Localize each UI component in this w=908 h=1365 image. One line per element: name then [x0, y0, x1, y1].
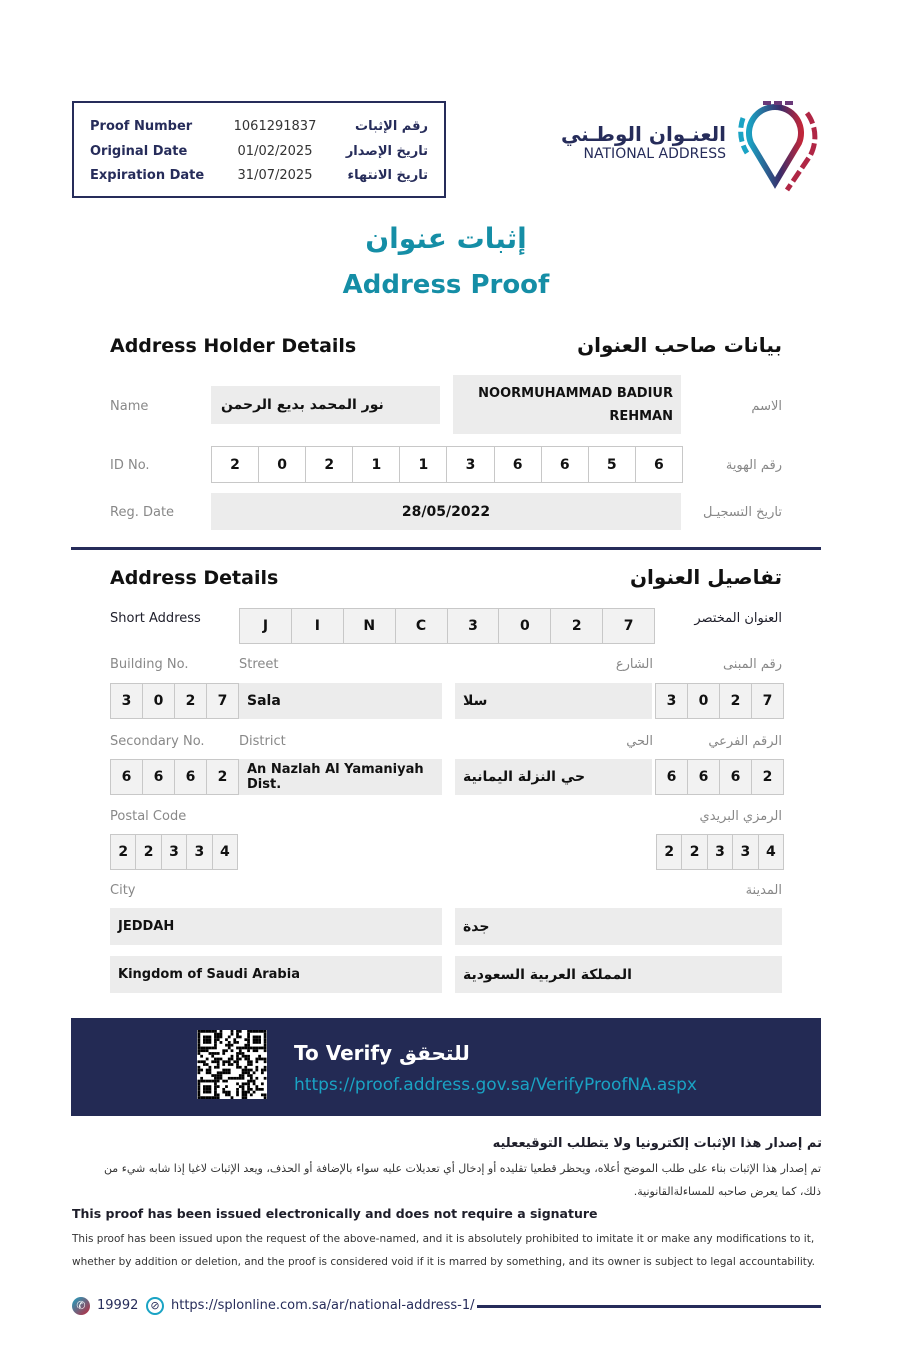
digit-cell: 6	[494, 446, 542, 483]
digit-cell: 2	[174, 683, 207, 719]
digit-cell: 7	[602, 608, 655, 644]
label-ar: تاريخ الانتهاء	[347, 167, 428, 183]
digit-cell: 3	[655, 683, 688, 719]
proof-info-box	[72, 101, 446, 198]
title-arabic: إثبات عنوان	[365, 222, 527, 255]
notice-body-ar: تم إصدار هذا الإثبات بناء على طلب الموضح أعلاه، ويحظر قطعيا تقليده أو إدخال أي تعديلات عليه سواء بالإضافة أو الحذف، ويعد الإثبات لاغيا إذا شابه شيء من ذلك، كما يعرض صاحبه للمساءلةالقانونية.	[103, 1162, 821, 1198]
digit-cell: 0	[687, 683, 720, 719]
digit-cell: 7	[751, 683, 784, 719]
country-en-field	[110, 956, 442, 993]
digit-cell: 3	[732, 834, 758, 870]
name-en: NOORMUHAMMAD BADIUR REHMAN	[478, 385, 673, 424]
notice-title-ar: تم إصدار هذا الإثبات إلكترونيا ولا يتطلب التوقيععليه	[492, 1136, 822, 1151]
label-ar: رقم الإثبات	[355, 118, 428, 134]
footer-line	[477, 1305, 821, 1308]
secondary-cells-ar	[655, 759, 783, 795]
web-icon: ⊘	[146, 1297, 164, 1315]
secondary-cells	[110, 759, 238, 795]
label-ar: تاريخ الإصدار	[345, 143, 428, 159]
building-label: Building No.	[110, 657, 189, 672]
digit-cell: 5	[588, 446, 636, 483]
original-date: 01/02/2025	[237, 143, 313, 159]
proof-number-row	[90, 116, 428, 136]
verify-banner	[71, 1018, 821, 1116]
footer-link[interactable]: https://splonline.com.sa/ar/national-address-1/	[171, 1298, 475, 1313]
digit-cell: 2	[656, 834, 682, 870]
reg-date-label-ar: تاريخ التسجيـل	[702, 505, 782, 520]
name-ar: نور المحمد بديع الرحمن	[221, 397, 384, 413]
label: Expiration Date	[90, 167, 205, 183]
country-en: Kingdom of Saudi Arabia	[118, 967, 300, 982]
digit-cell: 2	[550, 608, 603, 644]
digit-cell: 0	[258, 446, 306, 483]
district-en: An Nazlah Al Yamaniyah Dist.	[247, 762, 424, 792]
street-en-field	[239, 683, 442, 719]
digit-cell: 3	[161, 834, 187, 870]
digit-cell: 6	[174, 759, 207, 795]
digit-cell: 6	[687, 759, 720, 795]
street-label-ar: الشارع	[615, 657, 653, 672]
name-label-ar: الاسم	[751, 399, 782, 414]
section-title: Address Details	[110, 567, 279, 589]
title-english: Address Proof	[342, 270, 550, 300]
postal-cells	[110, 834, 237, 870]
location-pin-logo-icon	[735, 98, 825, 193]
city-label-ar: المدينة	[745, 883, 782, 898]
postal-label: Postal Code	[110, 809, 187, 824]
logo	[560, 122, 726, 162]
digit-cell: 0	[142, 683, 175, 719]
id-label-ar: رقم الهوية	[725, 458, 782, 473]
logo-text-en: NATIONAL ADDRESS	[583, 146, 726, 162]
digit-cell: 2	[305, 446, 353, 483]
digit-cell: 2	[751, 759, 784, 795]
reg-date-label: Reg. Date	[110, 505, 175, 520]
digit-cell: 6	[541, 446, 589, 483]
district-label: District	[239, 734, 286, 749]
postal-cells-ar	[656, 834, 783, 870]
reg-date: 28/05/2022	[401, 503, 491, 520]
digit-cell: 2	[681, 834, 707, 870]
digit-cell: 4	[758, 834, 784, 870]
qr-code-icon[interactable]	[197, 1030, 267, 1099]
proof-number: 1061291837	[233, 118, 317, 134]
short-address-label: Short Address	[110, 611, 201, 626]
divider	[71, 547, 821, 550]
digit-cell: 4	[212, 834, 238, 870]
street-ar: سلا	[463, 693, 488, 709]
district-ar-field	[455, 759, 652, 795]
reg-date-field	[211, 493, 681, 530]
name-arabic-field	[211, 386, 440, 424]
digit-cell: 2	[719, 683, 752, 719]
digit-cell: 2	[135, 834, 161, 870]
building-label-ar: رقم المبنى	[722, 657, 782, 672]
city-en-field	[110, 908, 442, 945]
notice-body-en: This proof has been issued upon the request of the above-named, and it is absolutely prohibited to imitate it or make any modifications to it, whether by addition or deletion, and the proof is considered void if it is marred by something, and its owner is subject to legal accountability.	[72, 1233, 815, 1268]
original-date-row	[90, 141, 428, 161]
notice-title-en: This proof has been issued electronically and does not require a signature	[72, 1206, 598, 1221]
city-ar-field	[455, 908, 782, 945]
digit-cell: 3	[447, 608, 500, 644]
district-ar: حي النزلة اليمانية	[463, 769, 586, 785]
id-number-cells	[211, 446, 682, 483]
building-cells-ar	[655, 683, 783, 719]
digit-cell: 7	[206, 683, 239, 719]
digit-cell: 2	[206, 759, 239, 795]
street-ar-field	[455, 683, 652, 719]
digit-cell: 2	[110, 834, 136, 870]
digit-cell: 0	[498, 608, 551, 644]
digit-cell: 3	[186, 834, 212, 870]
digit-cell: 3	[707, 834, 733, 870]
postal-label-ar: الرمزي البريدي	[699, 809, 782, 824]
section-title: Address Holder Details	[110, 335, 357, 357]
city-ar: جدة	[463, 918, 490, 935]
digit-cell: I	[291, 608, 344, 644]
district-en-field	[239, 759, 442, 795]
city-en: JEDDAH	[118, 919, 175, 934]
digit-cell: 1	[352, 446, 400, 483]
digit-cell: J	[239, 608, 292, 644]
section-title-ar: بيانات صاحب العنوان	[577, 333, 782, 357]
street-en: Sala	[247, 693, 281, 709]
section-title-ar: تفاصيل العنوان	[629, 565, 782, 589]
digit-cell: 6	[142, 759, 175, 795]
district-label-ar: الحي	[626, 734, 653, 749]
footer-phone: 19992	[97, 1298, 139, 1313]
digit-cell: 6	[635, 446, 683, 483]
verify-link[interactable]: https://proof.address.gov.sa/VerifyProofNA.aspx	[294, 1075, 697, 1095]
short-address-label-ar: العنوان المختصر	[694, 611, 782, 626]
digit-cell: C	[395, 608, 448, 644]
country-ar-field	[455, 956, 782, 993]
digit-cell: 1	[399, 446, 447, 483]
label: Proof Number	[90, 118, 193, 134]
digit-cell: 3	[110, 683, 143, 719]
short-address-cells	[239, 608, 654, 644]
digit-cell: 6	[655, 759, 688, 795]
digit-cell: 6	[110, 759, 143, 795]
name-label: Name	[110, 399, 149, 414]
digit-cell: 2	[211, 446, 259, 483]
expiration-date: 31/07/2025	[237, 167, 313, 183]
verify-title: To Verify للتحقق	[294, 1041, 470, 1065]
expiration-date-row	[90, 165, 428, 185]
digit-cell: 3	[446, 446, 494, 483]
logo-text-ar: العنـوان الوطـني	[560, 122, 726, 146]
street-label: Street	[239, 657, 279, 672]
name-english-field	[453, 375, 681, 434]
digit-cell: 6	[719, 759, 752, 795]
building-cells	[110, 683, 238, 719]
digit-cell: N	[343, 608, 396, 644]
country-ar: المملكة العربية السعودية	[463, 966, 632, 983]
secondary-label: Secondary No.	[110, 734, 205, 749]
phone-icon: ✆	[72, 1297, 90, 1315]
city-label: City	[110, 883, 136, 898]
secondary-label-ar: الرقم الفرعي	[708, 734, 782, 749]
label: Original Date	[90, 143, 188, 159]
id-label: ID No.	[110, 458, 150, 473]
